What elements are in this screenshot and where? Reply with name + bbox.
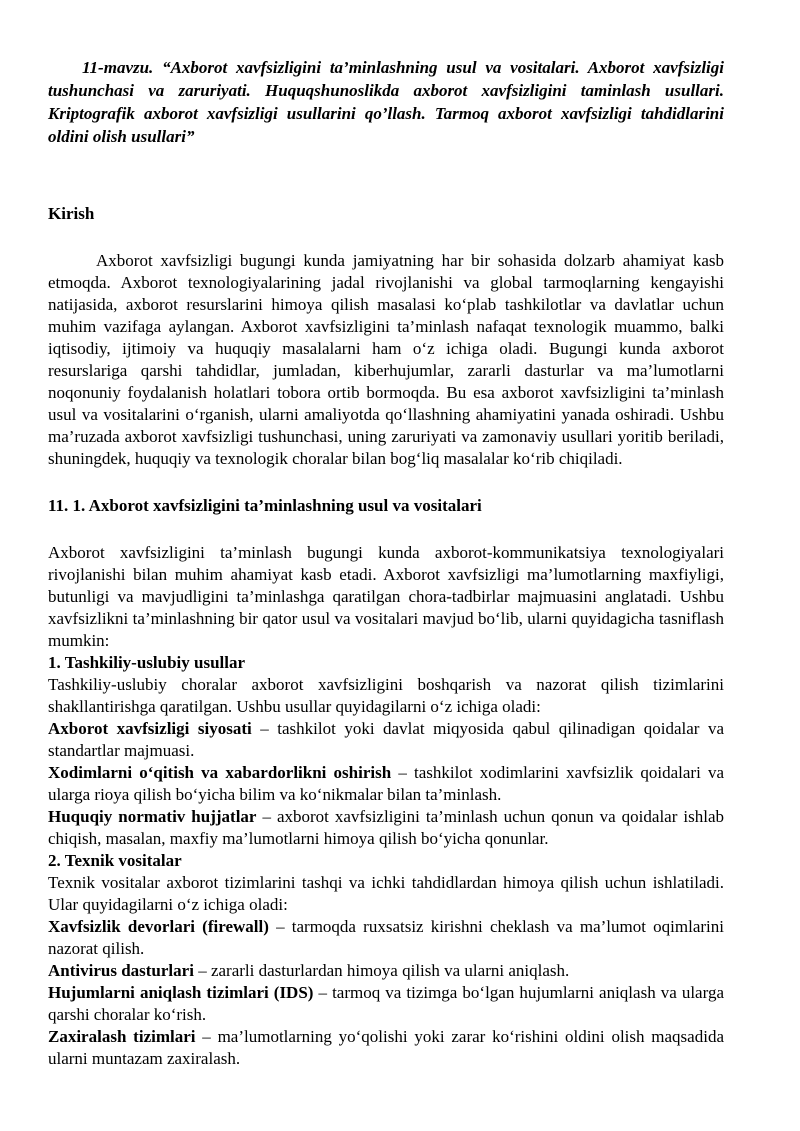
item-definition: – tarmoq va tizimga bo‘lgan hujumlarni aniqlash va ularga qarshi choralar ko‘rish.: [48, 983, 725, 1024]
intro-paragraph: Axborot xavfsizligi bugungi kunda jamiyatning har bir sohasida dolzarb ahamiyat kasb etmoqda. Axborot texnologiyalarining jadal rivojlanishi va global tarmoqlarning kengayishi natijasida, axborot resurslarini himoya qilish masalasi ko‘plab tashkilotlar va davlatlar uchun muhim vazifaga aylangan. Axborot xavfsizligini ta’minlash nafaqat texnologik muammo, balki iqtisodiy, ijtimoiy va huquqiy masalalarni ham o‘z ichiga oladi. Bugungi kunda axborot resurslariga qarshi tahdidlar, jumladan, kiberhujumlar, zararli dasturlar va ma’lumotlarni noqonuniy foydalanish holatlari tobora ortib bormoqda. Bu esa axborot xavfsizligini ta’minlash usul va vositalarini o‘rganish, ularni amaliyotda qo‘llashning ahamiyatini yanada oshiradi. Ushbu ma’ruzada axborot xavfsizligi tushunchasi, uning zaruriyati va zamonaviy usullari yoritib beriladi, shuningdek, huquqiy va texnologik choralar bilan bog‘liq masalalar ko‘rib chiqiladi.: [48, 251, 724, 468]
list-item: [48, 960, 724, 982]
item-term: Zaxiralash tizimlari: [48, 1027, 196, 1046]
section-11-1-heading: 11. 1. Axborot xavfsizligini ta’minlashning usul va vositalari: [48, 496, 482, 515]
lecture-title: 11-mavzu. “Axborot xavfsizligini ta’minlashning usul va vositalari. Axborot xavfsizligi tushunchasi va zaruriyati. Huquqshunoslikda axborot xavfsizligini taminlash usullari. Kriptografik axborot xavfsizligi usullarini qo’llash. Tarmoq axborot xavfsizligi tahdidlarini oldini olish usullari”: [48, 58, 724, 146]
item-definition: – axborot xavfsizligini ta’minlash uchun qonun va qoidalar ishlab chiqish, masalan, maxfiy ma’lumotlarni himoya qilish bo‘yicha qonunlar.: [48, 807, 724, 848]
item-term: Antivirus dasturlari: [48, 961, 194, 980]
item-term: Xavfsizlik devorlari (firewall): [48, 917, 269, 936]
organizational-methods-heading: 1. Tashkiliy-uslubiy usullar: [48, 653, 246, 672]
list-item: [48, 1026, 724, 1070]
organizational-methods-description: Tashkiliy-uslubiy choralar axborot xavfsizligini boshqarish va nazorat qilish tizimlarini shakllantirishga qaratilgan. Ushbu usullar quyidagilarni o‘z ichiga oladi:: [48, 675, 724, 716]
list-item: [48, 982, 724, 1026]
item-term: Huquqiy normativ hujjatlar: [48, 807, 257, 826]
item-term: Axborot xavfsizligi siyosati: [48, 719, 252, 738]
list-item: [48, 762, 724, 806]
item-definition: – tashkilot xodimlarini xavfsizlik qoidalari va ularga rioya qilish bo‘yicha bilim va ko‘nikmalar bilan ta’minlash.: [48, 763, 724, 804]
item-definition: – ma’lumotlarning yo‘qolishi yoki zarar ko‘rishini oldini olish maqsadida ularni muntazam zaxiralash.: [48, 1027, 724, 1068]
technical-tools-heading: 2. Texnik vositalar: [48, 851, 182, 870]
item-definition: – zararli dasturlardan himoya qilish va ularni aniqlash.: [193, 961, 570, 980]
item-term: Xodimlarni o‘qitish va xabardorlikni oshirish: [48, 763, 392, 782]
item-term: Hujumlarni aniqlash tizimlari (IDS): [48, 983, 314, 1002]
item-definition: – tarmoqda ruxsatsiz kirishni cheklash va ma’lumot oqimlarini nazorat qilish.: [48, 917, 724, 958]
technical-tools-description: Texnik vositalar axborot tizimlarini tashqi va ichki tahdidlardan himoya qilish uchun ishlatiladi. Ular quyidagilarni o‘z ichiga oladi:: [48, 873, 724, 914]
section-11-1-paragraph: Axborot xavfsizligini ta’minlash bugungi kunda axborot-kommunikatsiya texnologiyalari rivojlanishi bilan muhim ahamiyat kasb etadi. Axborot xavfsizligi ma’lumotlarning maxfiyligi, butunligi va mavjudligini ta’minlashga qaratilgan chora-tadbirlar majmuasini anglatadi. Ushbu xavfsizlikni ta’minlashning bir qator usul va vositalari mavjud bo‘lib, ularni quyidagicha tasniflash mumkin:: [48, 543, 724, 650]
list-item: [48, 916, 724, 960]
item-definition: – tashkilot yoki davlat miqyosida qabul qilinadigan qoidalar va standartlar majmuasi.: [48, 719, 724, 760]
list-item: [48, 806, 724, 850]
list-item: [48, 718, 724, 762]
intro-heading: Kirish: [48, 204, 95, 223]
